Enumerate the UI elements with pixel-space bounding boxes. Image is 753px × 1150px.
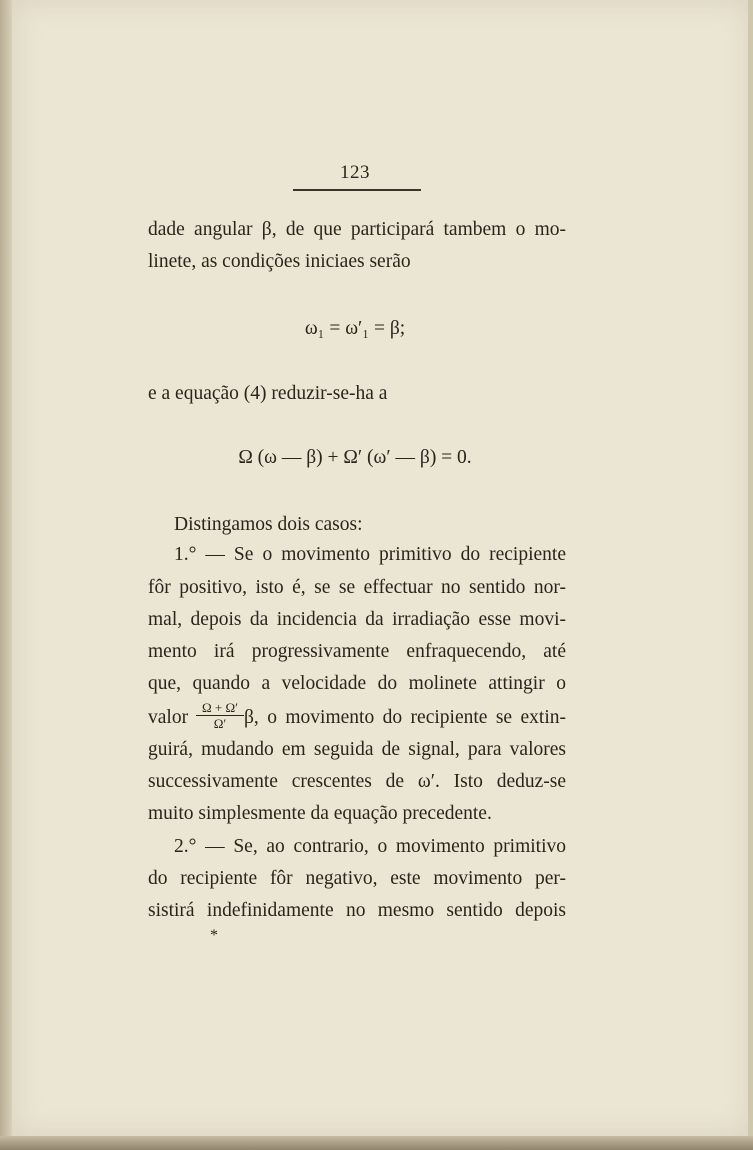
header-rule: [293, 189, 421, 191]
page-right-edge: [748, 0, 753, 1150]
text-line: dade angular β, de que participará tambem o mo-: [148, 219, 566, 240]
text-line: 1.° — Se o movimento primitivo do recipiente: [174, 544, 566, 565]
text-line-with-fraction: [148, 700, 566, 735]
text-line: mal, depois da incidencia da irradiação esse movi-: [148, 609, 566, 630]
page-number: 123: [340, 162, 370, 183]
fraction-lead-text: valor: [148, 707, 189, 728]
fraction-rest-text: β, o movimento do recipiente se extin-: [244, 707, 566, 728]
text-line: 2.° — Se, ao contrario, o movimento primitivo: [174, 836, 566, 857]
text-line: e a equação (4) reduzir-se-ha a: [148, 383, 388, 404]
fraction: [196, 700, 244, 731]
text-line: fôr positivo, isto é, se se effectuar no sentido nor-: [148, 577, 566, 598]
text-line: do recipiente fôr negativo, este movimento per-: [148, 868, 566, 889]
text-line: sistirá indefinidamente no mesmo sentido depois: [148, 900, 566, 921]
text-line: successivamente crescentes de ω′. Isto deduz-se: [148, 771, 566, 792]
fraction-numerator: Ω + Ω′: [196, 700, 244, 716]
text-line: que, quando a velocidade do molinete attingir o: [148, 673, 566, 694]
paragraph-heading: Distingamos dois casos:: [174, 514, 363, 535]
signature-mark: *: [210, 927, 218, 944]
page-bottom-edge: [0, 1136, 753, 1150]
formula-initial-conditions: ω₁ = ω′₁ = β;: [304, 318, 406, 339]
formula-equation: Ω (ω — β) + Ω′ (ω′ — β) = 0.: [238, 447, 472, 468]
text-line: mento irá progressivamente enfraquecendo, até: [148, 641, 566, 662]
text-line: muito simplesmente da equação precedente.: [148, 803, 492, 824]
text-line: linete, as condições iniciaes serão: [148, 251, 411, 272]
fraction-denominator: Ω′: [213, 716, 227, 731]
text-line: guirá, mudando em seguida de signal, para valores: [148, 739, 566, 760]
